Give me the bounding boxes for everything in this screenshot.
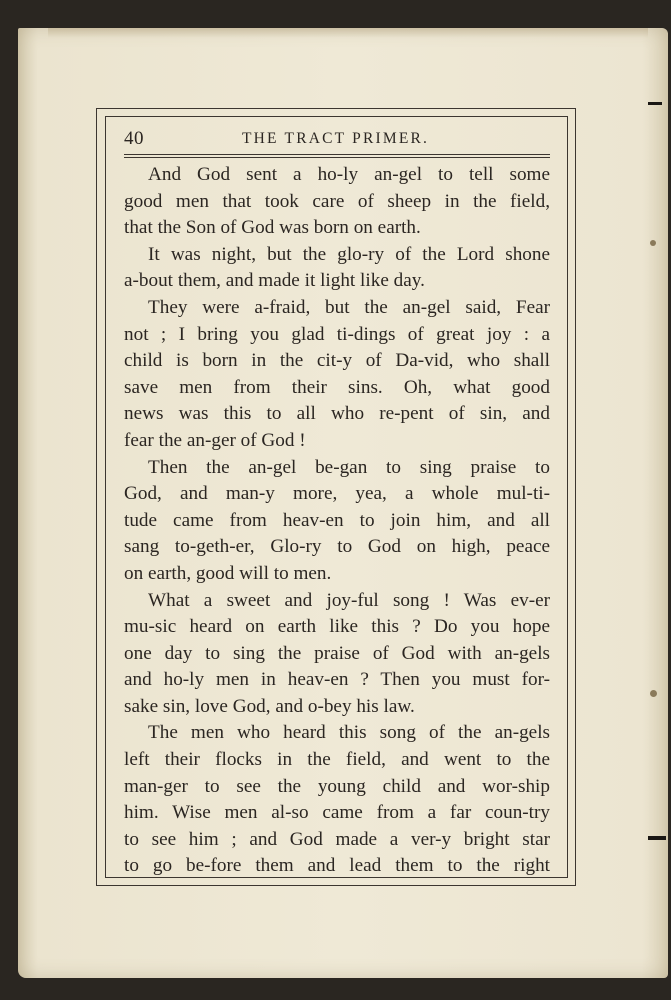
text-line: left their flocks in the field, and went to the: [124, 749, 550, 771]
text-line: sang to-geth-er, Glo-ry to God on high, peace: [124, 536, 550, 558]
running-title: THE TRACT PRIMER.: [242, 130, 430, 147]
text-line: God, and man-y more, yea, a whole mul-ti-: [124, 483, 550, 505]
text-line: fear the an-ger of God !: [124, 429, 306, 451]
text-line: mu-sic heard on earth like this ? Do you hope: [124, 616, 550, 638]
text-line: that the Son of God was born on earth.: [124, 217, 421, 239]
text-line: They were a-fraid, but the an-gel said, Fear: [148, 296, 550, 318]
paper-speck: [648, 836, 666, 840]
paper-speck: [650, 690, 657, 697]
text-line: not ; I bring you glad ti-dings of great joy : a: [124, 323, 550, 345]
text-line: Then the an-gel be-gan to sing praise to: [148, 456, 550, 478]
text-line: on earth, good will to men.: [124, 562, 332, 584]
text-line: one day to sing the praise of God with an-gels: [124, 642, 550, 664]
text-line: sake sin, love God, and o-bey his law.: [124, 695, 415, 717]
text-line: The men who heard this song of the an-gels: [148, 722, 550, 744]
text-line: child is born in the cit-y of Da-vid, who shall: [124, 350, 550, 372]
paper-speck: [648, 102, 662, 105]
page-top-edge: [48, 28, 648, 38]
text-line: It was night, but the glo-ry of the Lord shone: [148, 243, 550, 265]
header-double-rule: [124, 154, 550, 158]
text-line: good men that took care of sheep in the field,: [124, 190, 550, 212]
page-header: [124, 128, 550, 154]
text-line: And God sent a ho-ly an-gel to tell some: [148, 164, 550, 185]
text-line: him. Wise men al-so came from a far coun-try: [124, 802, 550, 824]
text-line: save men from their sins. Oh, what good: [124, 376, 550, 398]
paper-speck: [650, 240, 656, 246]
text-line: a-bout them, and made it light like day.: [124, 270, 425, 292]
text-line: tude came from heav-en to join him, and all: [124, 509, 550, 531]
body-text: [124, 162, 550, 880]
page-number: 40: [124, 128, 144, 149]
text-line: to go be-fore them and lead them to the right: [124, 855, 550, 877]
text-line: news was this to all who re-pent of sin, and: [124, 403, 550, 425]
text-line: What a sweet and joy-ful song ! Was ev-er: [148, 589, 550, 611]
text-line: to see him ; and God made a ver-y bright star: [124, 828, 550, 850]
text-line: man-ger to see the young child and wor-ship: [124, 775, 550, 797]
text-line: and ho-ly men in heav-en ? Then you must for-: [124, 669, 550, 691]
